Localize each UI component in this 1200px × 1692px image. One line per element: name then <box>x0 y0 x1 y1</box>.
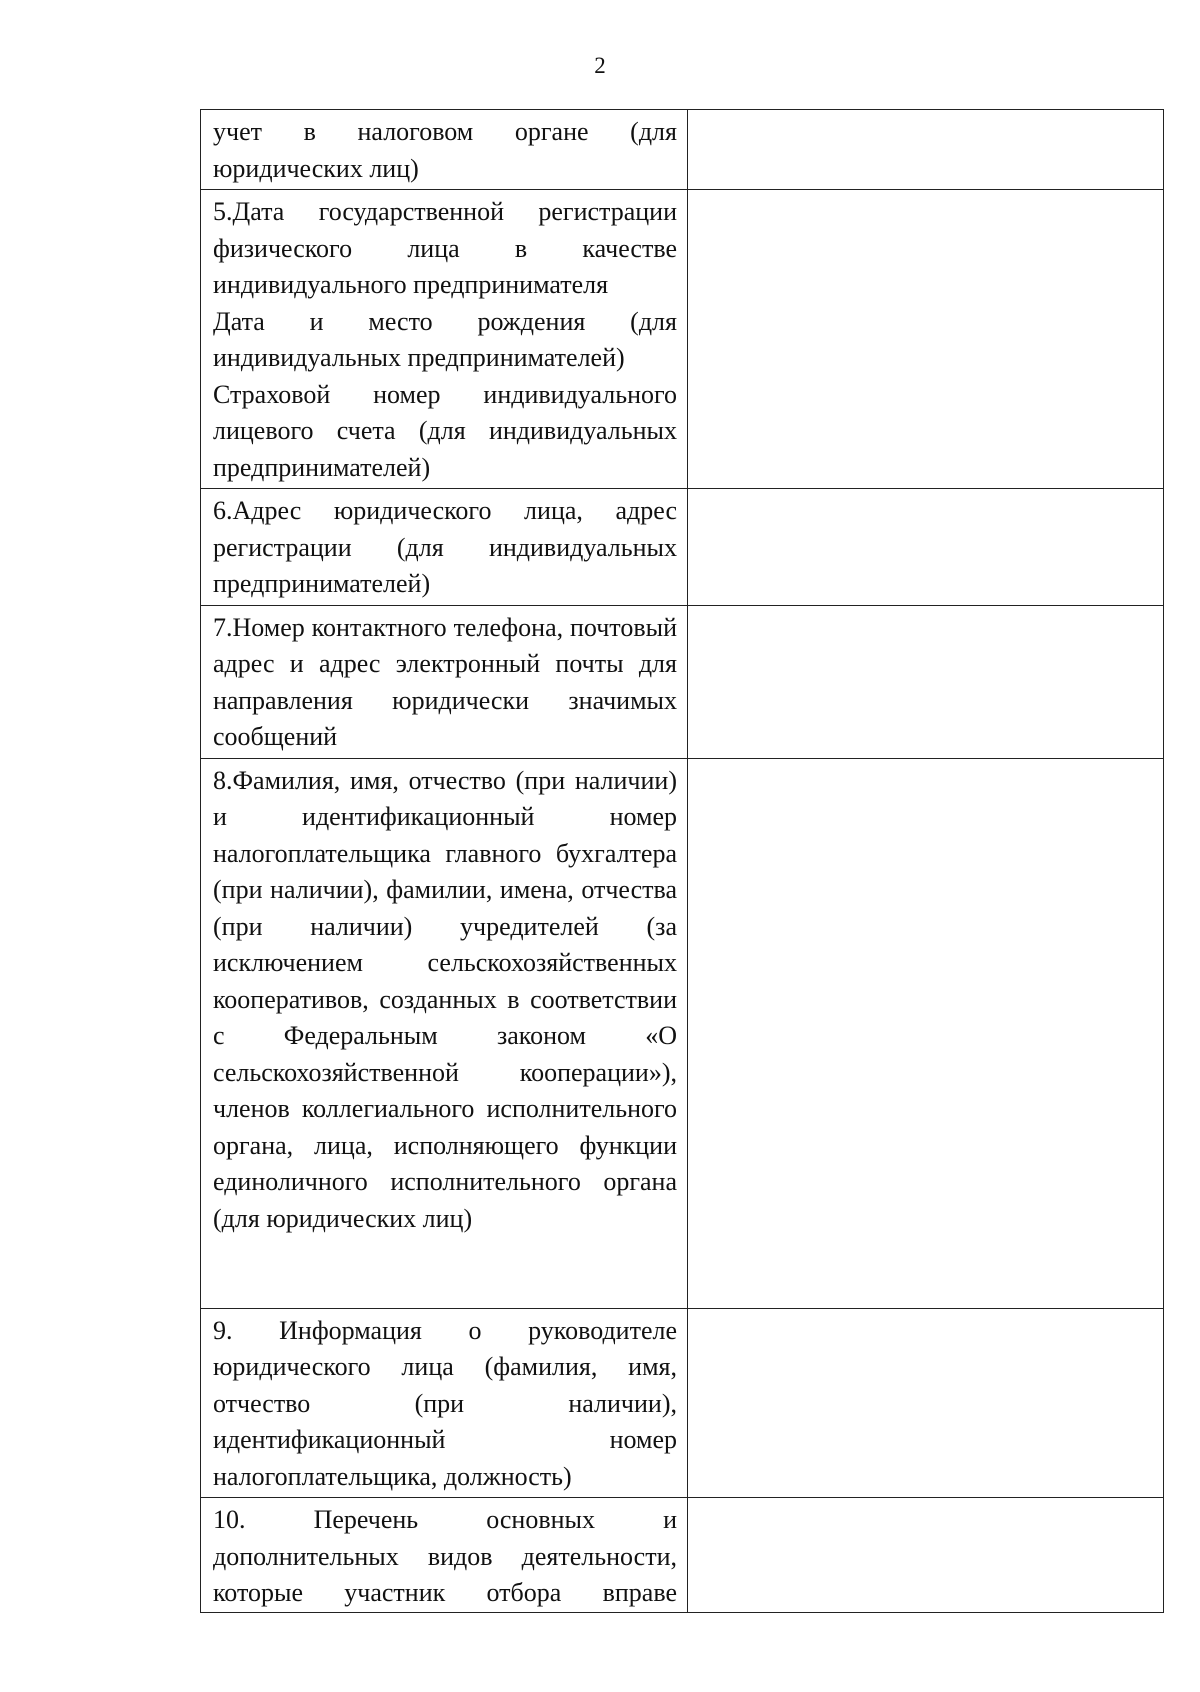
field-value-cell <box>688 1498 1164 1613</box>
field-label: 7.Номер контактного телефона, почтовый адрес и адрес электронный почты для направления юридически значимых сообщений <box>213 612 677 751</box>
table-row <box>201 1308 1164 1498</box>
field-label-cell <box>201 489 688 606</box>
field-label-cell <box>201 758 688 1308</box>
field-value-cell <box>688 1308 1164 1498</box>
table-row <box>201 489 1164 606</box>
field-value-cell <box>688 110 1164 190</box>
field-label-cell <box>201 190 688 489</box>
field-value-cell <box>688 758 1164 1308</box>
field-label-cell <box>201 605 688 758</box>
field-label-cell <box>201 110 688 190</box>
field-label: 5.Дата государственной регистрации физического лица в качестве индивидуального предпринимателя <box>213 197 677 299</box>
field-label-cell <box>201 1308 688 1498</box>
table-row <box>201 758 1164 1308</box>
field-label-cell <box>201 1498 688 1613</box>
field-value-cell <box>688 190 1164 489</box>
field-label: Страховой номер индивидуального лицевого счета (для индивидуальных предпринимателей) <box>213 379 677 482</box>
page-number: 2 <box>594 53 606 78</box>
field-value-cell <box>688 489 1164 606</box>
table-row <box>201 110 1164 190</box>
field-label: учет в налоговом органе (для юридических лиц) <box>213 117 677 183</box>
field-label: 10. Перечень основных и дополнительных видов деятельности, которые участник отбора вправе <box>213 1505 677 1607</box>
field-label: Дата и место рождения (для индивидуальных предпринимателей) <box>213 306 677 372</box>
field-label: 8.Фамилия, имя, отчество (при наличии) и идентификационный номер налогоплательщика главного бухгалтера (при наличии), фамилии, имена, отчества (при наличии) учредителей (за исключением сельскохозяйственных кооперативов, созданных в соответствии с Федеральным законом «О сельскохозяйственной кооперации»), членов коллегиального исполнительного органа, лица, исполняющего функции единоличного исполнительного органа (для юридических лиц) <box>213 765 677 1233</box>
table-row <box>201 605 1164 758</box>
table-row <box>201 190 1164 489</box>
field-label: 6.Адрес юридического лица, адрес регистрации (для индивидуальных предпринимателей) <box>213 496 677 598</box>
field-label: 9. Информация о руководителе юридического лица (фамилия, имя, отчество (при наличии), идентификационный номер налогоплательщика, должность) <box>213 1315 677 1491</box>
applicant-info-table <box>200 109 1164 1613</box>
field-value-cell <box>688 605 1164 758</box>
table-row <box>201 1498 1164 1613</box>
